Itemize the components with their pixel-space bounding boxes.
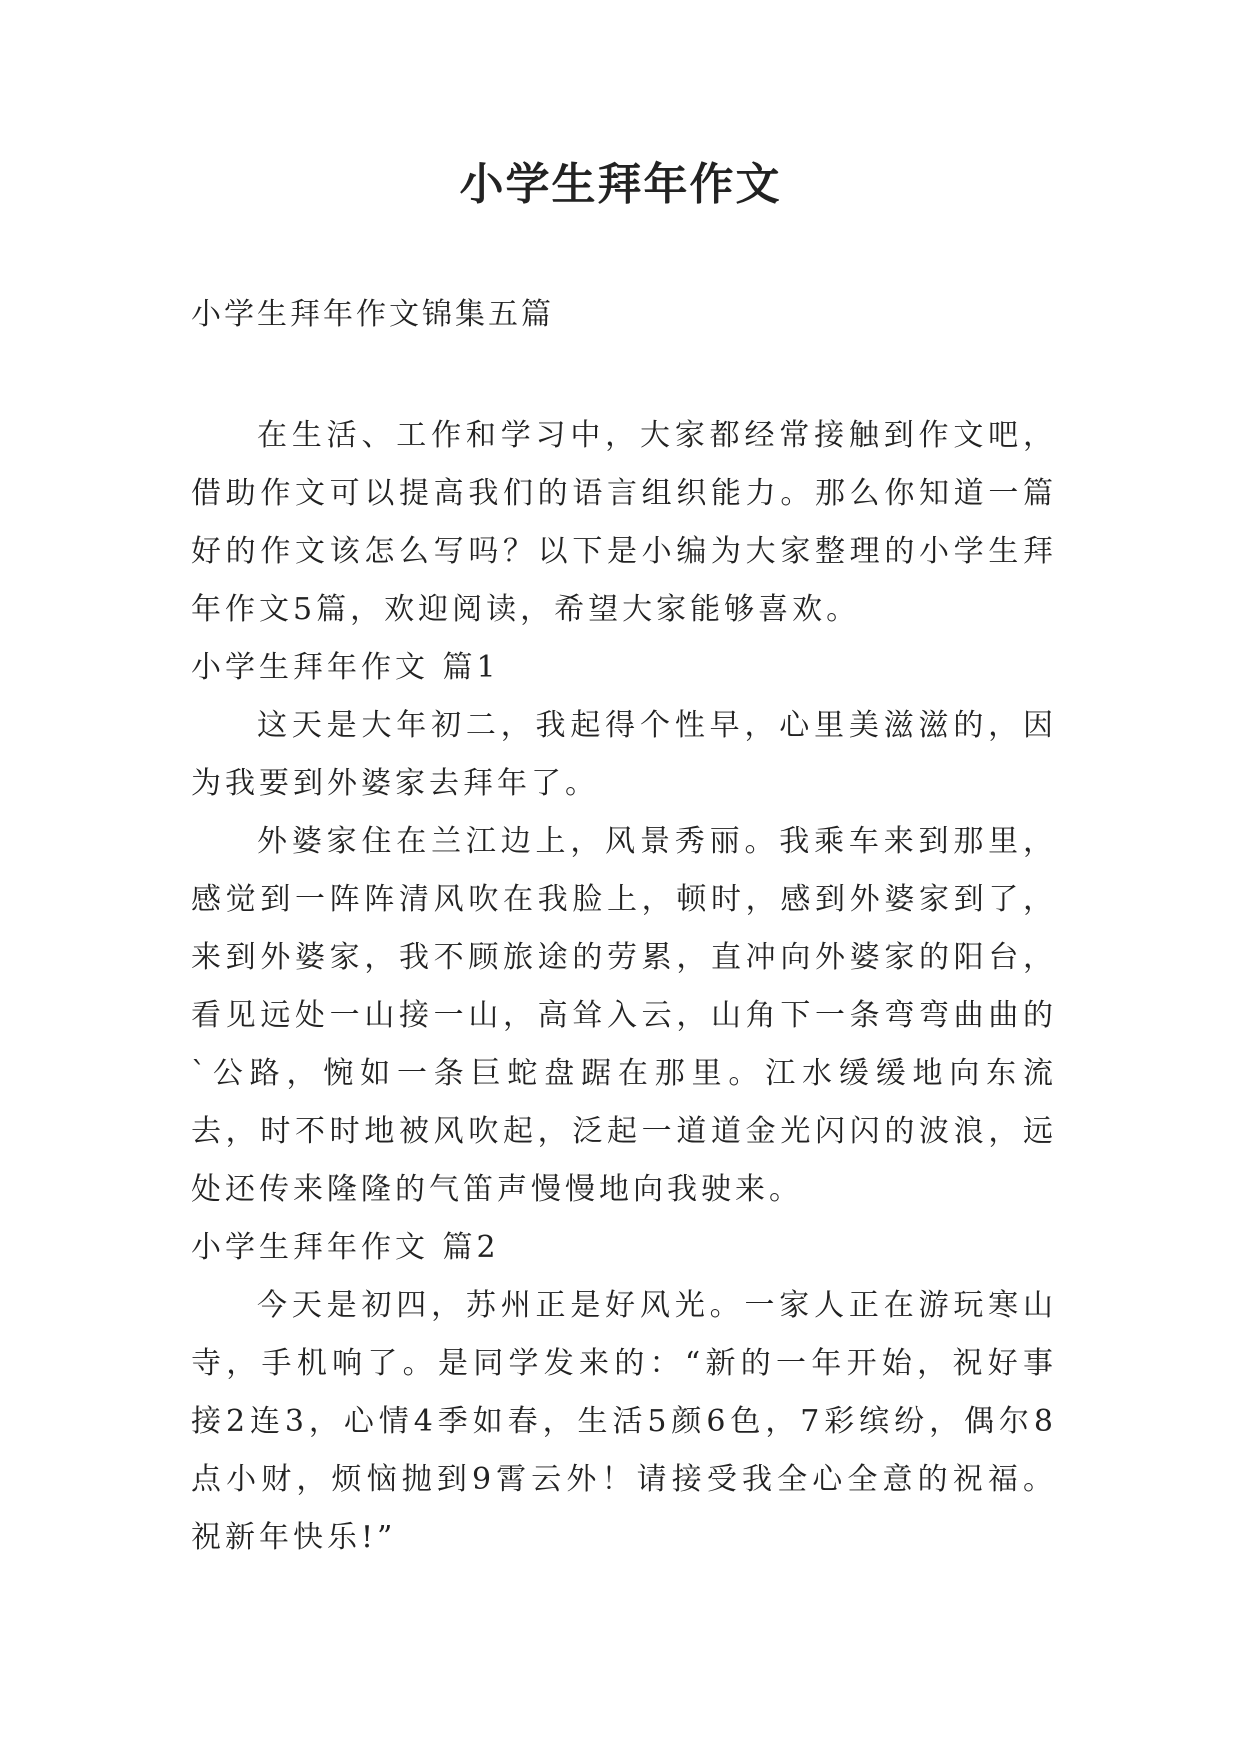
intro-paragraph: 在生活、工作和学习中，大家都经常接触到作文吧，借助作文可以提高我们的语言组织能力。那么你知道一篇好的作文该怎么写吗？以下是小编为大家整理的小学生拜年作文5篇，欢迎阅读，希望大家能够喜欢。: [191, 418, 1057, 627]
section-heading: 小学生拜年作文 篇1: [191, 650, 500, 685]
document-body: [191, 407, 1057, 1567]
document-subtitle: 小学生拜年作文锦集五篇: [191, 297, 554, 332]
section-heading: 小学生拜年作文 篇2: [191, 1230, 500, 1265]
section-paragraph: 今天是初四，苏州正是好风光。一家人正在游玩寒山寺，手机响了。是同学发来的：“新的一年开始，祝好事接2连3，心情4季如春，生活5颜6色，7彩缤纷，偶尔8点小财，烦恼抛到9霄云外！请接受我全心全意的祝福。祝新年快乐!”: [191, 1288, 1057, 1555]
section-paragraph: 这天是大年初二，我起得个性早，心里美滋滋的，因为我要到外婆家去拜年了。: [191, 708, 1057, 801]
document-title: 小学生拜年作文: [459, 159, 782, 210]
section-paragraph: 外婆家住在兰江边上，风景秀丽。我乘车来到那里，感觉到一阵阵清风吹在我脸上，顿时，感到外婆家到了，来到外婆家，我不顾旅途的劳累，直冲向外婆家的阳台，看见远处一山接一山，高耸入云，山角下一条弯弯曲曲的`公路，惋如一条巨蛇盘踞在那里。江水缓缓地向东流去，时不时地被风吹起，泛起一道道金光闪闪的波浪，远处还传来隆隆的气笛声慢慢地向我驶来。: [191, 824, 1057, 1207]
